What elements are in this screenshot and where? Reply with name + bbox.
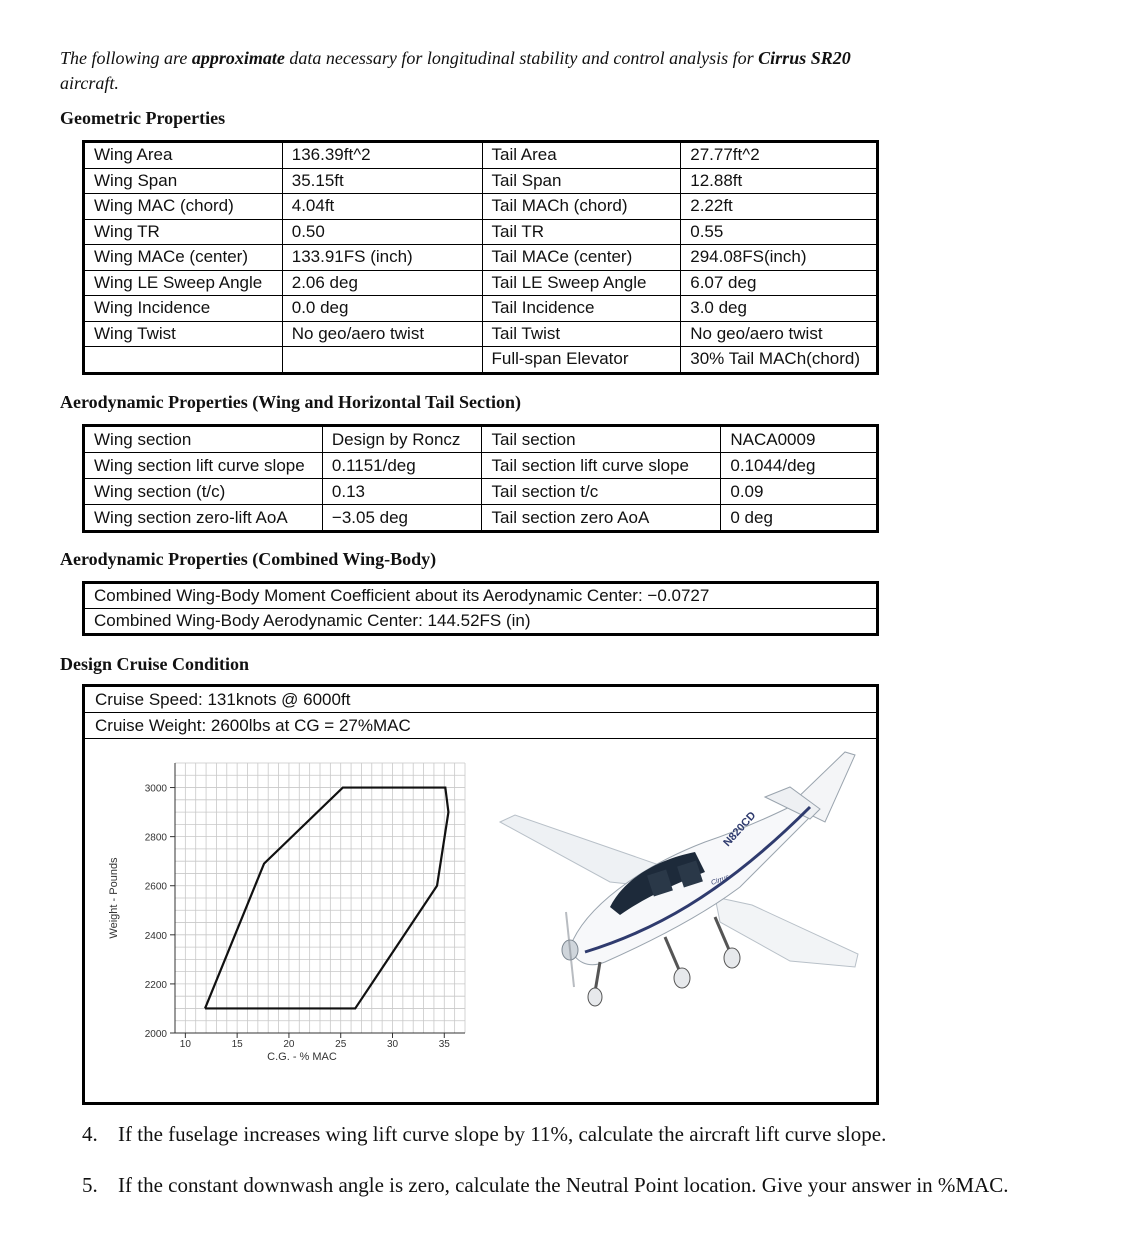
table-cell: Tail Incidence xyxy=(482,296,681,322)
table-cell: Wing TR xyxy=(84,219,283,245)
table-cell: Wing MACe (center) xyxy=(84,245,283,271)
table-cell xyxy=(282,347,482,374)
table-cell: 3.0 deg xyxy=(681,296,878,322)
table-cell: Tail TR xyxy=(482,219,681,245)
heading-aero-combined: Aerodynamic Properties (Combined Wing-Body) xyxy=(60,549,437,569)
y-tick-label: 3000 xyxy=(144,783,167,795)
aircraft-image xyxy=(490,747,870,1047)
table-cell: Tail Span xyxy=(482,168,681,194)
table-cell: No geo/aero twist xyxy=(282,321,482,347)
table-cell: Tail section zero AoA xyxy=(482,505,721,532)
table-cell: Tail section t/c xyxy=(482,479,721,505)
table-cell: NACA0009 xyxy=(721,426,878,453)
table-cell: 0.0 deg xyxy=(282,296,482,322)
table-cell: 27.77ft^2 xyxy=(681,142,878,169)
table-row xyxy=(84,347,878,374)
table-cell: Wing section lift curve slope xyxy=(84,453,323,479)
table-cell: 0.1151/deg xyxy=(322,453,482,479)
aircraft-main-wheel-left xyxy=(674,968,690,988)
table-cell: 0.55 xyxy=(681,219,878,245)
intro-text xyxy=(60,46,1080,96)
table-cell: Wing section (t/c) xyxy=(84,479,323,505)
table-row xyxy=(84,609,878,635)
question-4-number: 4. xyxy=(82,1122,98,1146)
table-row xyxy=(84,142,878,169)
wing-body-ac: Combined Wing-Body Aerodynamic Center: 144.52FS (in) xyxy=(84,609,878,635)
table-row xyxy=(84,479,878,505)
cruise-weight: Cruise Weight: 2600lbs at CG = 27%MAC xyxy=(85,713,876,739)
question-4-text: If the fuselage increases wing lift curve slope by 11%, calculate the aircraft lift curve slope. xyxy=(118,1122,887,1146)
table-row xyxy=(84,321,878,347)
aerodynamic-table xyxy=(82,424,879,533)
table-cell: Wing section xyxy=(84,426,323,453)
table-cell: 12.88ft xyxy=(681,168,878,194)
table-cell: 0.13 xyxy=(322,479,482,505)
table-cell: Tail LE Sweep Angle xyxy=(482,270,681,296)
table-cell: Wing Twist xyxy=(84,321,283,347)
x-tick-label: 20 xyxy=(283,1039,295,1050)
table-cell: Tail MACh (chord) xyxy=(482,194,681,220)
table-cell: Tail section xyxy=(482,426,721,453)
question-5-text: If the constant downwash angle is zero, calculate the Neutral Point location. Give your answer in %MAC. xyxy=(118,1173,1009,1197)
cruise-box xyxy=(82,684,879,1105)
y-tick-label: 2200 xyxy=(144,979,167,991)
table-cell: 0.1044/deg xyxy=(721,453,878,479)
y-axis-label: Weight - Pounds xyxy=(108,857,120,939)
table-row xyxy=(84,168,878,194)
aircraft-brand: Cirrus xyxy=(710,873,731,887)
table-row xyxy=(84,245,878,271)
table-row xyxy=(84,270,878,296)
heading-geometric: Geometric Properties xyxy=(60,108,226,128)
table-cell: 2.06 deg xyxy=(282,270,482,296)
wing-body-table xyxy=(82,581,879,636)
cg-envelope-chart xyxy=(95,743,495,1073)
x-axis-label: C.G. - % MAC xyxy=(267,1051,337,1063)
table-cell: Wing section zero-lift AoA xyxy=(84,505,323,532)
table-cell: Wing LE Sweep Angle xyxy=(84,270,283,296)
table-row xyxy=(84,296,878,322)
table-cell: 0.09 xyxy=(721,479,878,505)
x-tick-label: 25 xyxy=(335,1039,347,1050)
table-cell: Tail Area xyxy=(482,142,681,169)
x-tick-label: 10 xyxy=(179,1039,191,1050)
question-5 xyxy=(82,1173,1009,1198)
table-cell: Design by Roncz xyxy=(322,426,482,453)
heading-cruise: Design Cruise Condition xyxy=(60,654,250,674)
y-tick-label: 2800 xyxy=(144,832,167,844)
intro-suffix: aircraft. xyxy=(60,73,119,93)
table-cell: 0 deg xyxy=(721,505,878,532)
x-tick-label: 35 xyxy=(438,1039,450,1050)
table-row xyxy=(84,505,878,532)
geometric-table xyxy=(82,140,879,375)
aircraft-main-wheel-right xyxy=(724,948,740,968)
wing-body-moment: Combined Wing-Body Moment Coefficient about its Aerodynamic Center: −0.0727 xyxy=(84,583,878,609)
table-cell: 133.91FS (inch) xyxy=(282,245,482,271)
table-cell: 136.39ft^2 xyxy=(282,142,482,169)
table-cell: Wing Span xyxy=(84,168,283,194)
intro-prefix: The following are xyxy=(60,48,192,68)
table-cell: Wing MAC (chord) xyxy=(84,194,283,220)
table-cell: −3.05 deg xyxy=(322,505,482,532)
table-cell: 0.50 xyxy=(282,219,482,245)
table-cell: Wing Incidence xyxy=(84,296,283,322)
table-cell: Full-span Elevator xyxy=(482,347,681,374)
intro-approximate: approximate xyxy=(191,48,285,68)
y-tick-label: 2600 xyxy=(144,881,167,893)
table-cell xyxy=(84,347,283,374)
x-tick-label: 15 xyxy=(231,1039,243,1050)
y-tick-label: 2000 xyxy=(144,1029,167,1040)
table-cell: Tail Twist xyxy=(482,321,681,347)
table-cell: 6.07 deg xyxy=(681,270,878,296)
heading-aero-tail: Aerodynamic Properties (Wing and Horizontal Tail Section) xyxy=(60,392,522,412)
intro-aircraft: Cirrus SR20 xyxy=(758,48,851,68)
table-row xyxy=(84,453,878,479)
aircraft-main-gear-left xyxy=(665,937,680,972)
table-row xyxy=(84,194,878,220)
intro-middle: data necessary for longitudinal stability and control analysis for xyxy=(284,48,759,68)
table-cell: Tail section lift curve slope xyxy=(482,453,721,479)
table-cell: Wing Area xyxy=(84,142,283,169)
aircraft-registration: N820CD xyxy=(721,809,759,850)
aircraft-nose-wheel xyxy=(588,988,602,1006)
cruise-speed: Cruise Speed: 131knots @ 6000ft xyxy=(85,687,876,713)
table-row xyxy=(84,426,878,453)
y-tick-label: 2400 xyxy=(144,930,167,942)
table-cell: 35.15ft xyxy=(282,168,482,194)
table-cell: 2.22ft xyxy=(681,194,878,220)
table-cell: 4.04ft xyxy=(282,194,482,220)
question-4 xyxy=(82,1122,886,1147)
question-5-number: 5. xyxy=(82,1173,98,1197)
table-cell: 294.08FS(inch) xyxy=(681,245,878,271)
table-row xyxy=(84,219,878,245)
table-cell: Tail MACe (center) xyxy=(482,245,681,271)
table-cell: No geo/aero twist xyxy=(681,321,878,347)
table-cell: 30% Tail MACh(chord) xyxy=(681,347,878,374)
table-row xyxy=(84,583,878,609)
aircraft-nose-gear xyxy=(595,962,600,992)
x-tick-label: 30 xyxy=(386,1039,399,1050)
